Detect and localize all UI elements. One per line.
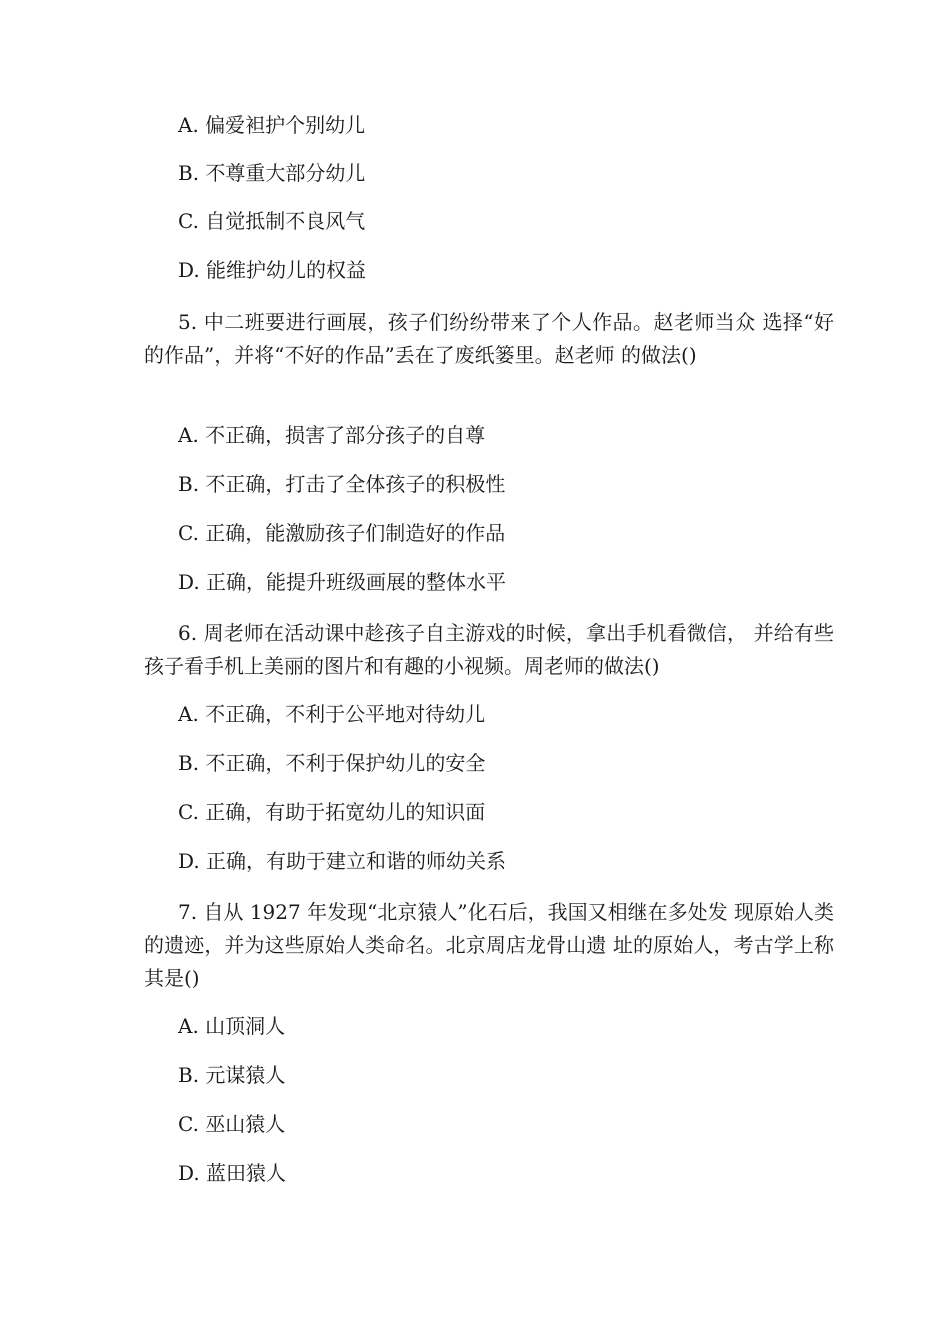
q4-option-d: D. 能维护幼儿的权益: [178, 258, 367, 282]
q6-option-a: A. 不正确，不利于公平地对待幼儿: [178, 702, 486, 726]
q7-option-d: D. 蓝田猿人: [178, 1161, 287, 1185]
q7-option-b: B. 元谋猿人: [178, 1063, 286, 1087]
q6-option-c: C. 正确，有助于拓宽幼儿的知识面: [178, 800, 486, 824]
q5-option-d: D. 正确，能提升班级画展的整体水平: [178, 570, 507, 594]
q7-option-c: C. 巫山猿人: [178, 1112, 286, 1136]
q6-option-d: D. 正确，有助于建立和谐的师幼关系: [178, 849, 507, 873]
q4-option-b: B. 不尊重大部分幼儿: [178, 161, 366, 185]
q5-option-a: A. 不正确，损害了部分孩子的自尊: [178, 423, 486, 447]
q4-option-c: C. 自觉抵制不良风气: [178, 209, 366, 233]
q6-stem: 6. 周老师在活动课中趁孩子自主游戏的时候，拿出手机看微信， 并给有些孩子看手机上美丽的图片和有趣的小视频。周老师的做法(): [144, 621, 834, 678]
q5-option-c: C. 正确，能激励孩子们制造好的作品: [178, 521, 506, 545]
q7-stem: 7. 自从 1927 年发现“北京猿人”化石后，我国又相继在多处发 现原始人类的遗迹，并为这些原始人类命名。北京周店龙骨山遗 址的原始人，考古学上称其是(): [144, 900, 834, 990]
q7-option-a: A. 山顶洞人: [178, 1014, 286, 1038]
q6-option-b: B. 不正确，不利于保护幼儿的安全: [178, 751, 486, 775]
q4-option-a: A. 偏爱袒护个别幼儿: [178, 113, 366, 137]
q5-option-b: B. 不正确，打击了全体孩子的积极性: [178, 472, 506, 496]
q5-stem: 5. 中二班要进行画展，孩子们纷纷带来了个人作品。赵老师当众 选择“好的作品”，并将“不好的作品”丢在了废纸篓里。赵老师 的做法(): [144, 310, 834, 367]
